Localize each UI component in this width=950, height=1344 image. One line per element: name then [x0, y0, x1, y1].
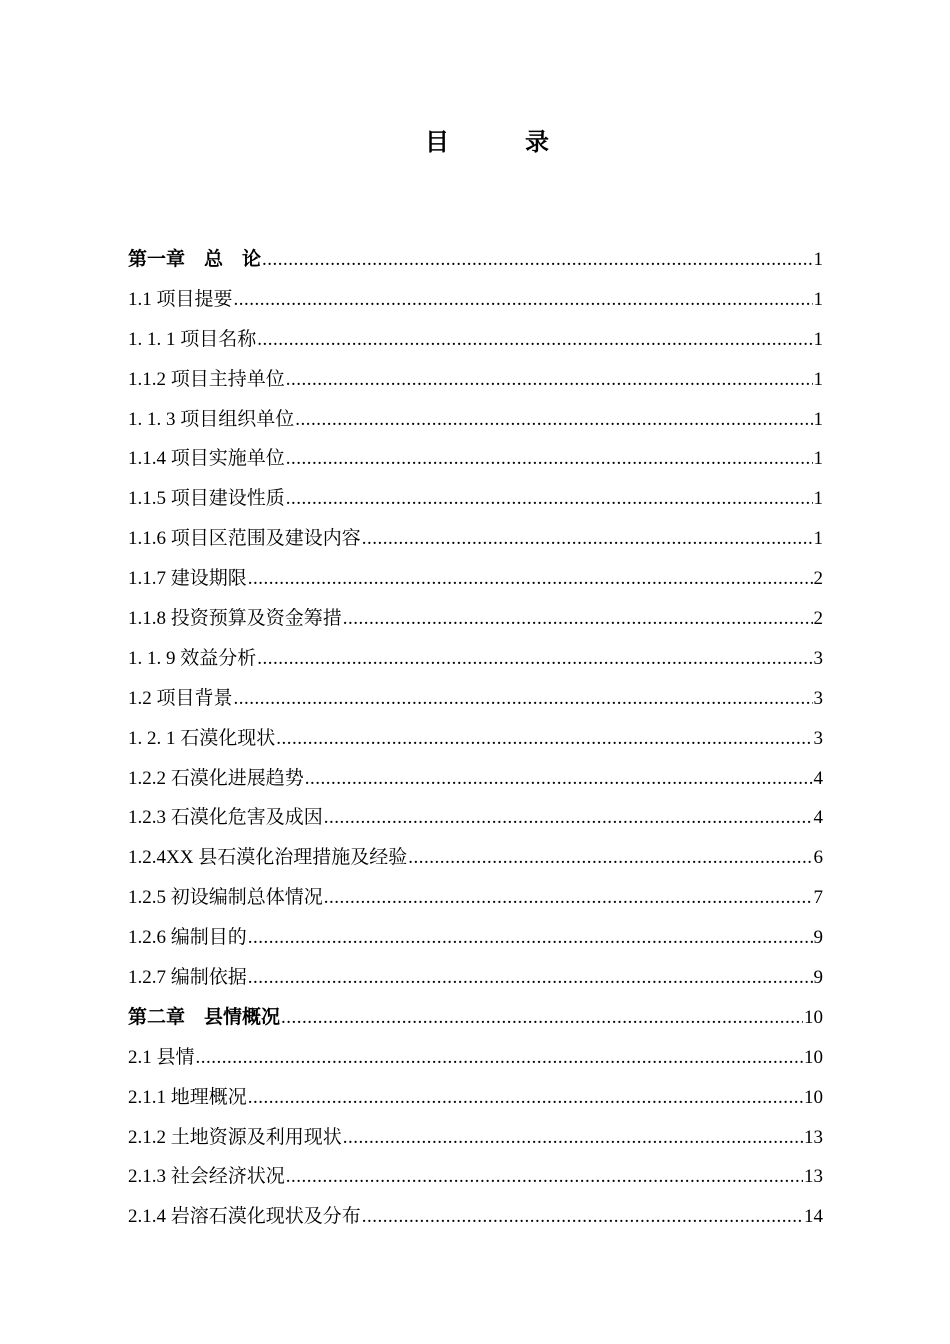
dot-leader [257, 320, 812, 360]
toc-entry-page: 10 [804, 1046, 823, 1068]
dot-leader [248, 1078, 803, 1118]
dot-leader [248, 958, 813, 998]
toc-entry-page: 6 [813, 847, 823, 869]
dot-leader [248, 559, 813, 599]
toc-entry-page: 4 [813, 767, 823, 789]
table-of-contents [128, 240, 823, 1237]
toc-entry[interactable] [128, 719, 823, 759]
toc-entry-label: 1.1.5 项目建设性质 [128, 488, 285, 510]
dot-leader [362, 519, 813, 559]
toc-entry-label: 1. 1. 3 项目组织单位 [128, 408, 295, 430]
toc-entry-page: 4 [813, 807, 823, 829]
toc-entry[interactable] [128, 1197, 823, 1237]
toc-entry-page: 1 [813, 528, 823, 550]
toc-entry-label: 1. 1. 9 效益分析 [128, 647, 257, 669]
dot-leader [257, 639, 812, 679]
toc-entry-page: 10 [804, 1006, 823, 1028]
dot-leader [248, 918, 813, 958]
toc-chapter-entry[interactable] [128, 998, 823, 1038]
toc-entry-page: 3 [813, 727, 823, 749]
toc-entry[interactable] [128, 1078, 823, 1118]
toc-entry-page: 14 [804, 1206, 823, 1228]
toc-entry-label: 1.1 项目提要 [128, 288, 233, 310]
dot-leader [343, 599, 813, 639]
toc-entry-page: 2 [813, 608, 823, 630]
toc-entry-label: 1.2.4XX 县石漠化治理措施及经验 [128, 847, 408, 869]
toc-entry-page: 1 [813, 288, 823, 310]
dot-leader [286, 360, 813, 400]
toc-entry-page: 13 [804, 1166, 823, 1188]
toc-entry[interactable] [128, 1157, 823, 1197]
toc-entry-page: 13 [804, 1126, 823, 1148]
toc-entry[interactable] [128, 759, 823, 799]
toc-entry-label: 1.1.4 项目实施单位 [128, 448, 285, 470]
toc-entry-label: 2.1.1 地理概况 [128, 1086, 247, 1108]
toc-entry[interactable] [128, 838, 823, 878]
toc-entry-page: 3 [813, 647, 823, 669]
dot-leader [286, 1157, 803, 1197]
toc-entry-label: 2.1.4 岩溶石漠化现状及分布 [128, 1206, 361, 1228]
toc-entry-label: 1. 2. 1 石漠化现状 [128, 727, 276, 749]
dot-leader [281, 998, 803, 1038]
toc-entry[interactable] [128, 360, 823, 400]
toc-entry-label: 2.1.3 社会经济状况 [128, 1166, 285, 1188]
toc-entry-page: 7 [813, 887, 823, 909]
dot-leader [234, 280, 813, 320]
toc-entry-label: 1.2.3 石漠化危害及成因 [128, 807, 323, 829]
toc-entry[interactable] [128, 1038, 823, 1078]
toc-entry-label: 1.2.6 编制目的 [128, 927, 247, 949]
toc-entry[interactable] [128, 439, 823, 479]
dot-leader [305, 759, 813, 799]
toc-entry[interactable] [128, 599, 823, 639]
dot-leader [295, 400, 812, 440]
dot-leader [234, 679, 813, 719]
toc-entry-label: 1.2.2 石漠化进展趋势 [128, 767, 304, 789]
toc-entry-label: 2.1 县情 [128, 1046, 195, 1068]
toc-entry-label: 1.1.2 项目主持单位 [128, 368, 285, 390]
dot-leader [262, 240, 812, 280]
toc-entry-label: 1. 1. 1 项目名称 [128, 328, 257, 350]
toc-chapter-entry[interactable] [128, 240, 823, 280]
toc-entry-page: 9 [813, 967, 823, 989]
toc-entry-page: 1 [813, 249, 823, 270]
toc-entry[interactable] [128, 679, 823, 719]
dot-leader [362, 1197, 803, 1237]
dot-leader [276, 719, 812, 759]
toc-entry-page: 1 [813, 408, 823, 430]
toc-entry[interactable] [128, 320, 823, 360]
toc-entry[interactable] [128, 280, 823, 320]
toc-entry-page: 9 [813, 927, 823, 949]
toc-entry[interactable] [128, 479, 823, 519]
toc-entry-label: 1.1.7 建设期限 [128, 568, 247, 590]
dot-leader [408, 838, 812, 878]
toc-entry[interactable] [128, 798, 823, 838]
toc-entry[interactable] [128, 400, 823, 440]
toc-entry-label: 1.2.5 初设编制总体情况 [128, 887, 323, 909]
toc-entry-label: 第一章 总 论 [128, 249, 262, 270]
toc-entry-page: 2 [813, 568, 823, 590]
toc-entry-label: 第二章 县情概况 [128, 1006, 281, 1028]
toc-entry[interactable] [128, 639, 823, 679]
toc-entry-page: 1 [813, 448, 823, 470]
toc-entry-page: 1 [813, 368, 823, 390]
toc-entry-page: 1 [813, 328, 823, 350]
toc-entry[interactable] [128, 519, 823, 559]
toc-entry-label: 1.2.7 编制依据 [128, 967, 247, 989]
toc-title: 目 录 [425, 130, 575, 156]
dot-leader [286, 479, 813, 519]
toc-entry[interactable] [128, 878, 823, 918]
dot-leader [324, 798, 813, 838]
toc-entry-label: 1.2 项目背景 [128, 687, 233, 709]
toc-entry[interactable] [128, 958, 823, 998]
dot-leader [286, 439, 813, 479]
toc-entry-page: 3 [813, 687, 823, 709]
toc-entry-page: 10 [804, 1086, 823, 1108]
toc-entry-label: 1.1.6 项目区范围及建设内容 [128, 528, 361, 550]
dot-leader [196, 1038, 803, 1078]
toc-entry-page: 1 [813, 488, 823, 510]
dot-leader [343, 1118, 803, 1158]
toc-entry[interactable] [128, 559, 823, 599]
dot-leader [324, 878, 813, 918]
toc-entry[interactable] [128, 918, 823, 958]
toc-entry-label: 2.1.2 土地资源及利用现状 [128, 1126, 342, 1148]
toc-entry-label: 1.1.8 投资预算及资金筹措 [128, 608, 342, 630]
toc-entry[interactable] [128, 1118, 823, 1158]
